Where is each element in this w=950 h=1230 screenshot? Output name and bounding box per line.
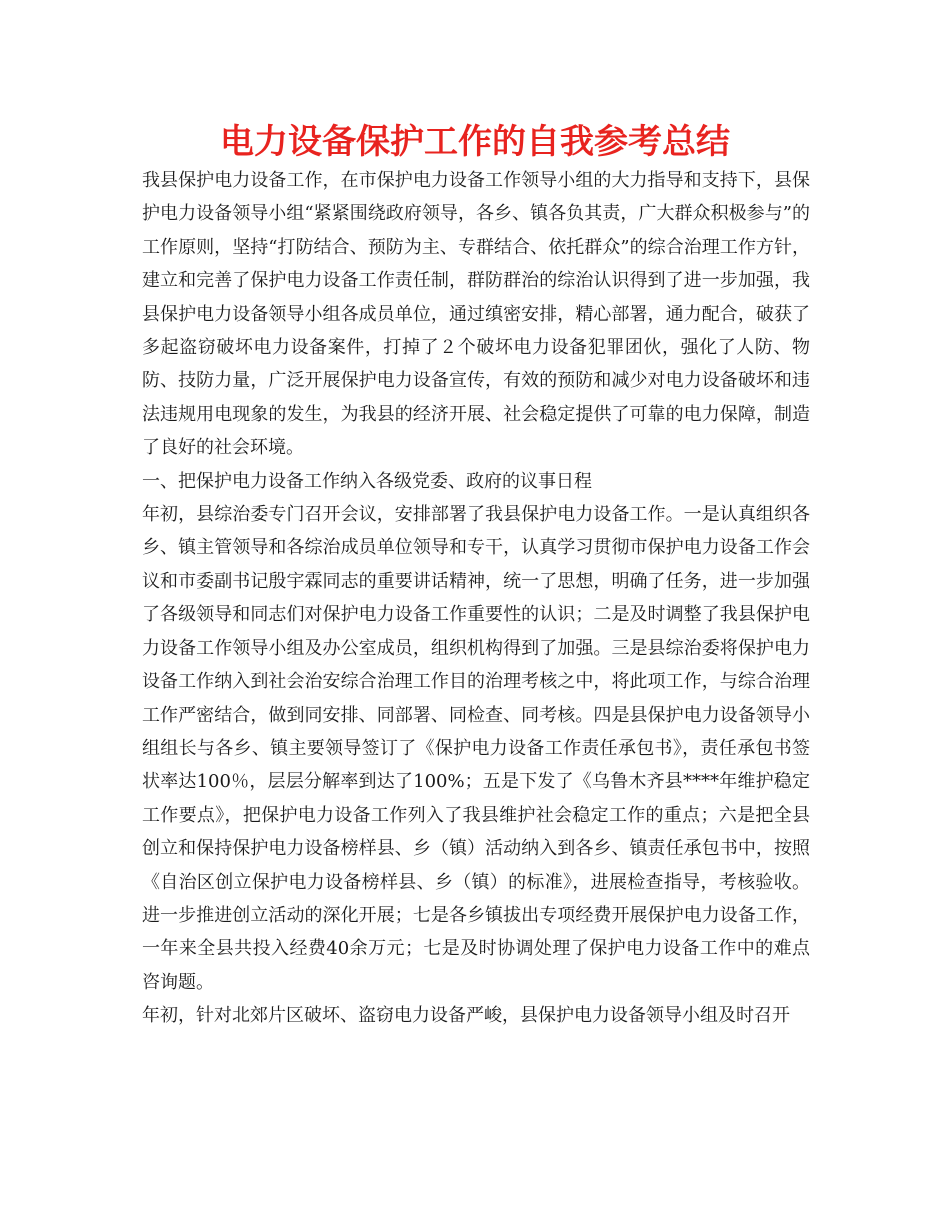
document-title: 电力设备保护工作的自我参考总结 — [220, 122, 730, 162]
paragraph-section-1: 年初，县综治委专门召开会议，安排部署了我县保护电力设备工作。一是认真组织各乡、镇主管领导和各综治成员单位领导和专干，认真学习贯彻市保护电力设备工作会议和市委副书记殷宇霖同志的重要讲话精神，统一了思想，明确了任务，进一步加强了各级领导和同志们对保护电力设备工作重要性的认识；二是及时调整了我县保护电力设备工作领导小组及办公室成员，组织机构得到了加强。三是县综治委将保护电力设备工作纳入到社会治安综合治理工作目的治理考核之中，将此项工作，与综合治理工作严密结合，做到同安排、同部署、同检查、同考核。四是县保护电力设备领导小组组长与各乡、镇主要领导签订了《保护电力设备工作责任承包书》，责任承包书签状率达100％，层层分解率到达了100%；五是下发了《乌鲁木齐县****年维护稳定工作要点》，把保护电力设备工作列入了我县维护社会稳定工作的重点；六是把全县创立和保持保护电力设备榜样县、乡（镇）活动纳入到各乡、镇责任承包书中，按照《自治区创立保护电力设备榜样县、乡（镇）的标准》，进展检查指导，考核验收。进一步推进创立活动的深化开展；七是各乡镇拔出专项经费开展保护电力设备工作，一年来全县共投入经费40余万元；七是及时协调处理了保护电力设备工作中的难点咨询题。 — [142, 504, 810, 993]
section-heading-1: 一、把保护电力设备工作纳入各级党委、政府的议事日程 — [142, 470, 592, 492]
paragraph-intro: 我县保护电力设备工作，在市保护电力设备工作领导小组的大力指导和支持下，县保护电力设备领导小组“紧紧围绕政府领导，各乡、镇各负其责，广大群众积极参与”的工作原则，坚持“打防结合、预防为主、专群结合、依托群众”的综合治理工作方针，建立和完善了保护电力设备工作责任制，群防群治的综治认识得到了进一步加强，我县保护电力设备领导小组各成员单位，通过缜密安排，精心部署，通力配合，破获了多起盗窃破坏电力设备案件，打掉了２个破坏电力设备犯罪团伙，强化了人防、物防、技防力量，广泛开展保护电力设备宣传，有效的预防和减少对电力设备破坏和违法违规用电现象的发生，为我县的经济开展、社会稳定提供了可靠的电力保障，制造了良好的社会环境。 — [142, 170, 810, 459]
document-body — [142, 164, 810, 1033]
paragraph-continued: 年初，针对北郊片区破坏、盗窃电力设备严峻，县保护电力设备领导小组及时召开 — [142, 1005, 790, 1027]
